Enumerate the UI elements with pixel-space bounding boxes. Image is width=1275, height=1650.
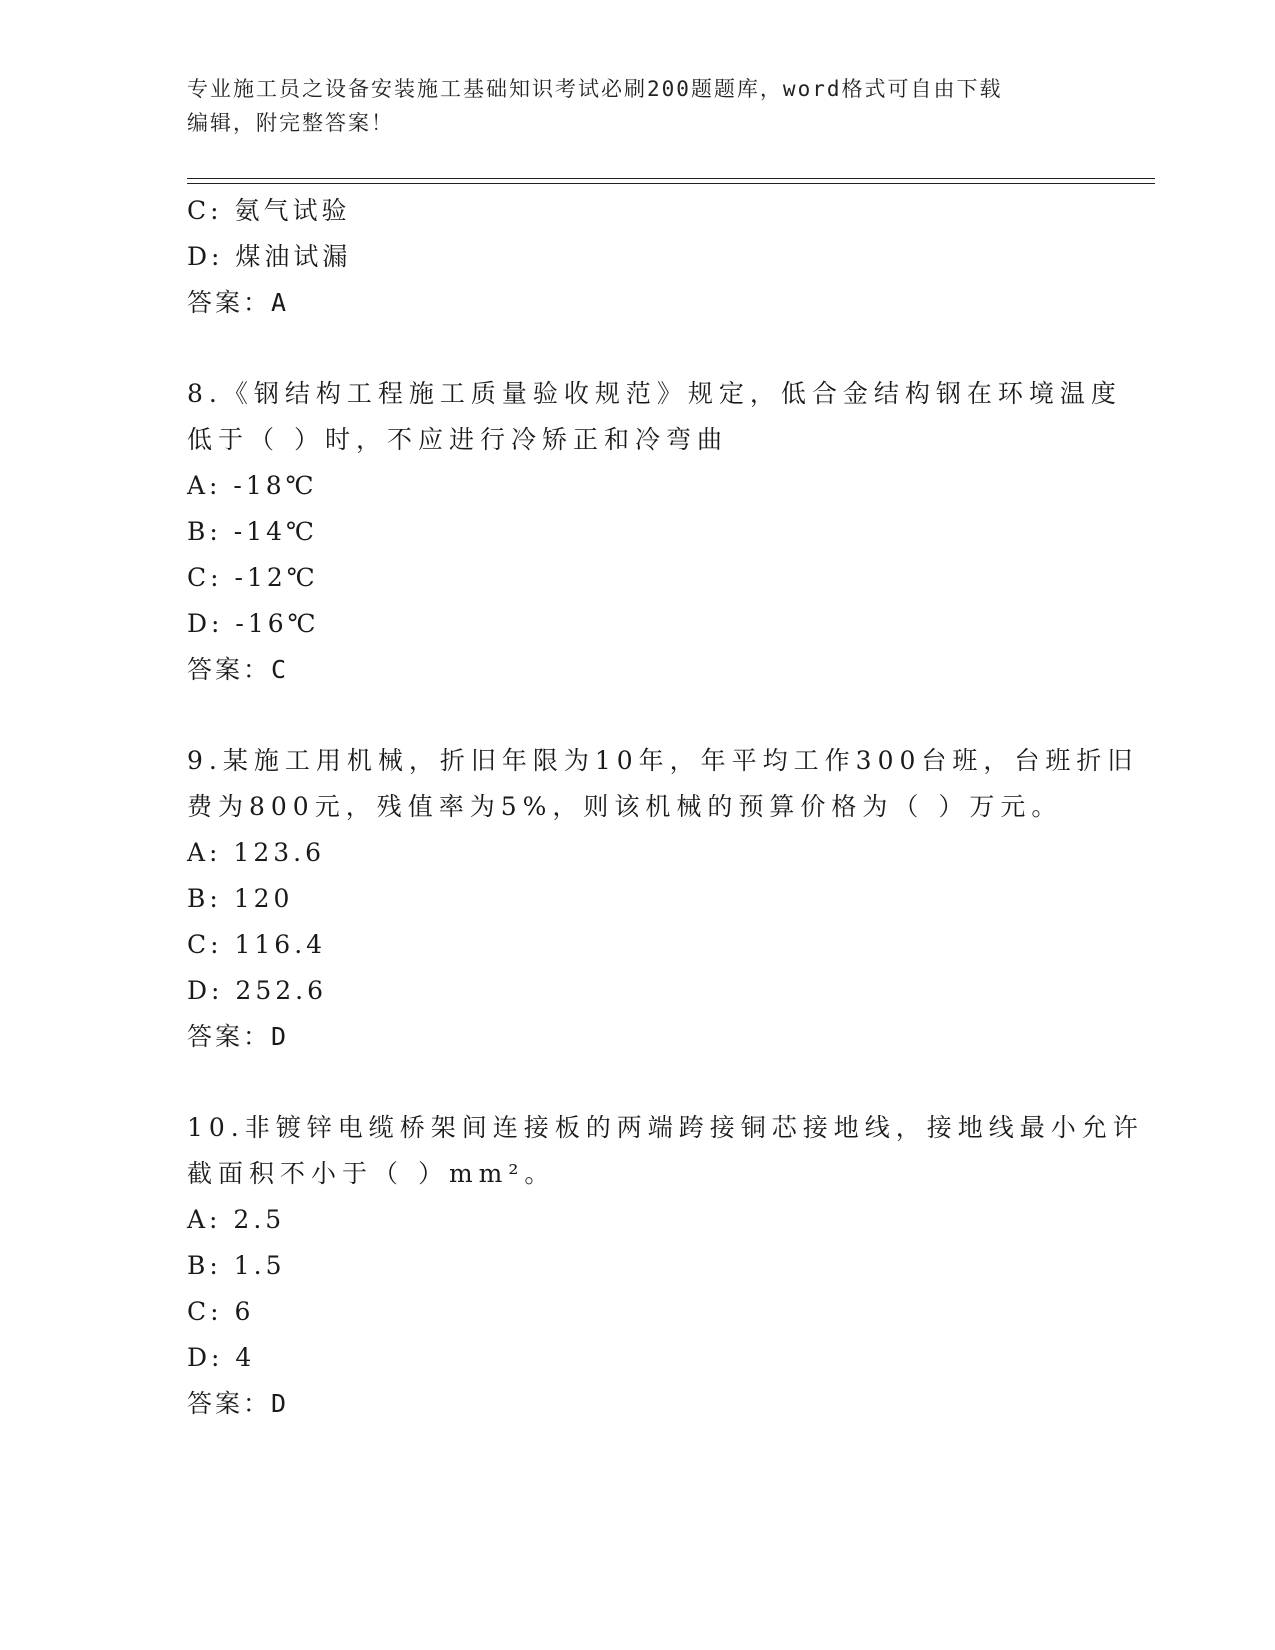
question-text-line: 10.非镀锌电缆桥架间连接板的两端跨接铜芯接地线，接地线最小允许 [187, 1113, 1144, 1142]
option-c: C: 116.4 [187, 930, 327, 959]
question-text-line: 截面积不小于（ ）mm²。 [187, 1159, 556, 1188]
answer-line: 答案：D [187, 1389, 290, 1418]
question-7-tail [187, 188, 1087, 326]
option-c: C: 氨气试验 [187, 196, 351, 225]
option-b: B: 1.5 [187, 1251, 286, 1280]
option-a: A: -18℃ [187, 471, 318, 500]
option-d: D: 4 [187, 1343, 256, 1372]
option-b: B: 120 [187, 884, 294, 913]
question-text [187, 1105, 1144, 1197]
option-d: D: 煤油试漏 [187, 242, 352, 271]
header-divider-bottom [187, 183, 1155, 184]
question-text-line: 费为800元，残值率为5%，则该机械的预算价格为（ ）万元。 [187, 792, 1063, 821]
option-a: A: 2.5 [187, 1205, 286, 1234]
option-c: C: -12℃ [187, 563, 319, 592]
question-9 [187, 738, 1139, 1060]
option-d: D: -16℃ [187, 609, 320, 638]
header-line-1: 专业施工员之设备安装施工基础知识考试必刷200题题库，word格式可自由下载 [187, 77, 1003, 101]
question-text-line: 8.《钢结构工程施工质量验收规范》规定，低合金结构钢在环境温度 [187, 379, 1122, 408]
option-b: B: -14℃ [187, 517, 318, 546]
spacer [187, 693, 1087, 738]
header-line-2: 编辑，附完整答案！ [187, 111, 394, 135]
question-text [187, 738, 1139, 830]
answer-line: 答案：D [187, 1022, 290, 1051]
answer-line: 答案：A [187, 288, 290, 317]
option-c: C: 6 [187, 1297, 255, 1326]
question-text-line: 低于（ ）时，不应进行冷矫正和冷弯曲 [187, 425, 728, 454]
spacer [187, 326, 1087, 371]
question-10 [187, 1105, 1144, 1427]
header-divider-top [187, 178, 1155, 179]
answer-line: 答案：C [187, 655, 290, 684]
question-text-line: 9.某施工用机械，折旧年限为10年，年平均工作300台班，台班折旧 [187, 746, 1139, 775]
document-body [187, 188, 1144, 1427]
spacer [187, 1060, 1087, 1105]
question-text [187, 371, 1122, 463]
option-a: A: 123.6 [187, 838, 325, 867]
document-header [187, 72, 1087, 140]
question-8 [187, 371, 1122, 693]
option-d: D: 252.6 [187, 976, 327, 1005]
